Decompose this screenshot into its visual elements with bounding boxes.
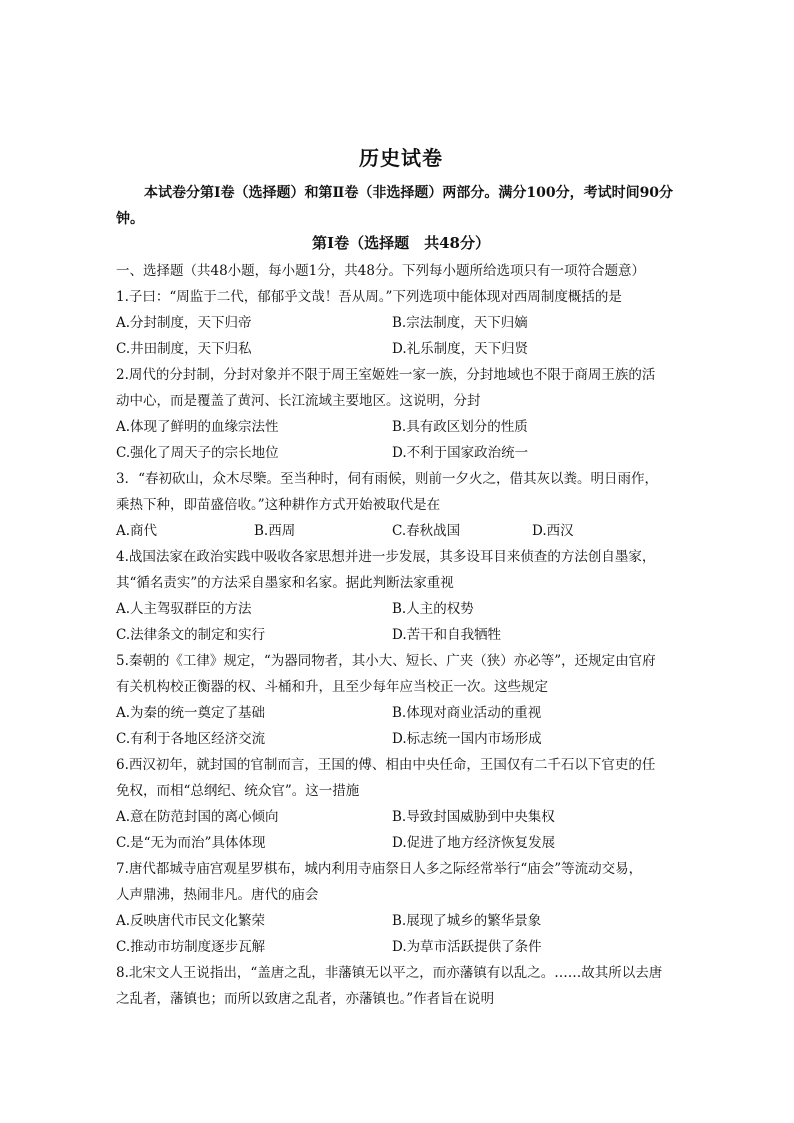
intro-line-2: 钟。 bbox=[116, 211, 144, 227]
q1-stem-line-1: 1.子曰：“周监于二代，郁郁乎文哉！吾从周。”下列选项中能体现对西周制度概括的是 bbox=[116, 289, 622, 305]
q2-option-c: C.强化了周天子的宗长地位 bbox=[116, 445, 279, 461]
q6-option-a: A.意在防范封国的离心倾向 bbox=[116, 809, 279, 825]
q7-option-d: D.为草市活跃提供了条件 bbox=[392, 939, 542, 955]
q2-option-a: A.体现了鲜明的血缘宗法性 bbox=[116, 419, 279, 435]
q5-option-b: B.体现对商业活动的重视 bbox=[392, 705, 542, 721]
q1-option-c: C.井田制度，天下归私 bbox=[116, 341, 252, 357]
q8-stem-line-2: 之乱者，藩镇也；而所以致唐之乱者，亦藩镇也。”作者旨在说明 bbox=[116, 991, 495, 1007]
exam-intro bbox=[116, 180, 686, 232]
q3-stem-line-2: 乘热下种，即苗盛倍收。”这种耕作方式开始被取代是在 bbox=[116, 497, 441, 513]
q1-option-d: D.礼乐制度，天下归贤 bbox=[392, 341, 529, 357]
section1-instruction: 一、选择题（共48小题，每小题1分，共48分。下列每小题所给选项只有一项符合题意） bbox=[116, 263, 645, 279]
q8-stem-line-1: 8.北宋文人王说指出，“盖唐之乱，非藩镇无以平之，而亦藩镇有以乱之。……故其所以去唐 bbox=[116, 965, 663, 981]
q5-option-a: A.为秦的统一奠定了基础 bbox=[116, 705, 266, 721]
q6-option-d: D.促进了地方经济恢复发展 bbox=[392, 835, 556, 851]
q2-option-d: D.不利于国家政治统一 bbox=[392, 445, 529, 461]
q2-stem-line-2: 动中心，而是覆盖了黄河、长江流域主要地区。这说明，分封 bbox=[116, 393, 481, 409]
q3-stem-line-1: 3．“春初砍山，众木尽㯺。至当种时，伺有雨候，则前一夕火之，借其灰以粪。明日雨作， bbox=[116, 471, 658, 487]
q3-option-c: C.春秋战国 bbox=[392, 523, 461, 539]
q6-stem-line-1: 6.西汉初年，就封国的官制而言，王国的傅、相由中央任命，王国仅有二千石以下官吏的任 bbox=[116, 757, 656, 773]
q4-option-b: B.人主的权势 bbox=[392, 601, 474, 617]
q6-stem-line-2: 免权，而相“总纲纪、统众官”。这一措施 bbox=[116, 783, 360, 799]
q3-option-a: A.商代 bbox=[116, 523, 158, 539]
q4-option-a: A.人主驾驭群臣的方法 bbox=[116, 601, 252, 617]
q6-option-c: C.是“无为而治”具体体现 bbox=[116, 835, 266, 851]
q7-option-a: A.反映唐代市民文化繁荣 bbox=[116, 913, 266, 929]
part1-heading: 第Ⅰ卷（选择题 共48分） bbox=[312, 234, 490, 252]
q7-stem-line-1: 7.唐代都城寺庙宫观星罗棋布，城内利用寺庙祭日人多之际经常举行“庙会”等流动交易， bbox=[116, 861, 643, 877]
intro-line-1: 本试卷分第Ⅰ卷（选择题）和第Ⅱ卷（非选择题）两部分。满分100分，考试时间90分 bbox=[144, 185, 674, 201]
q7-option-c: C.推动市坊制度逐步瓦解 bbox=[116, 939, 266, 955]
q5-option-c: C.有利于各地区经济交流 bbox=[116, 731, 266, 747]
q4-option-d: D.苦干和自我牺牲 bbox=[392, 627, 502, 643]
q7-option-b: B.展现了城乡的繁华景象 bbox=[392, 913, 542, 929]
q5-stem-line-1: 5.秦朝的《工律》规定，“为器同物者，其小大、短长、广夹（狭）亦必等”，还规定由官府 bbox=[116, 653, 656, 669]
q6-option-b: B.导致封国威胁到中央集权 bbox=[392, 809, 555, 825]
q7-stem-line-2: 人声鼎沸，热闹非凡。唐代的庙会 bbox=[116, 887, 319, 903]
q1-option-b: B.宗法制度，天下归嫡 bbox=[392, 315, 528, 331]
q4-stem-line-2: 其“循名责实”的方法采自墨家和名家。据此判断法家重视 bbox=[116, 575, 454, 591]
q5-option-d: D.标志统一国内市场形成 bbox=[392, 731, 542, 747]
q5-stem-line-2: 有关机构校正衡器的权、斗桶和升，且至少每年应当校正一次。这些规定 bbox=[116, 679, 548, 695]
q2-option-b: B.具有政区划分的性质 bbox=[392, 419, 528, 435]
q3-option-d: D.西汉 bbox=[532, 523, 574, 539]
q4-stem-line-1: 4.战国法家在政治实践中吸收各家思想并进一步发展，其多设耳目来侦查的方法创自墨家， bbox=[116, 549, 656, 565]
q4-option-c: C.法律条文的制定和实行 bbox=[116, 627, 266, 643]
q2-stem-line-1: 2.周代的分封制，分封对象并不限于周王室姬姓一家一族，分封地域也不限于商周王族的活 bbox=[116, 367, 656, 383]
exam-title: 历史试卷 bbox=[359, 146, 443, 170]
q1-option-a: A.分封制度，天下归帝 bbox=[116, 315, 252, 331]
q3-option-b: B.西周 bbox=[254, 523, 296, 539]
